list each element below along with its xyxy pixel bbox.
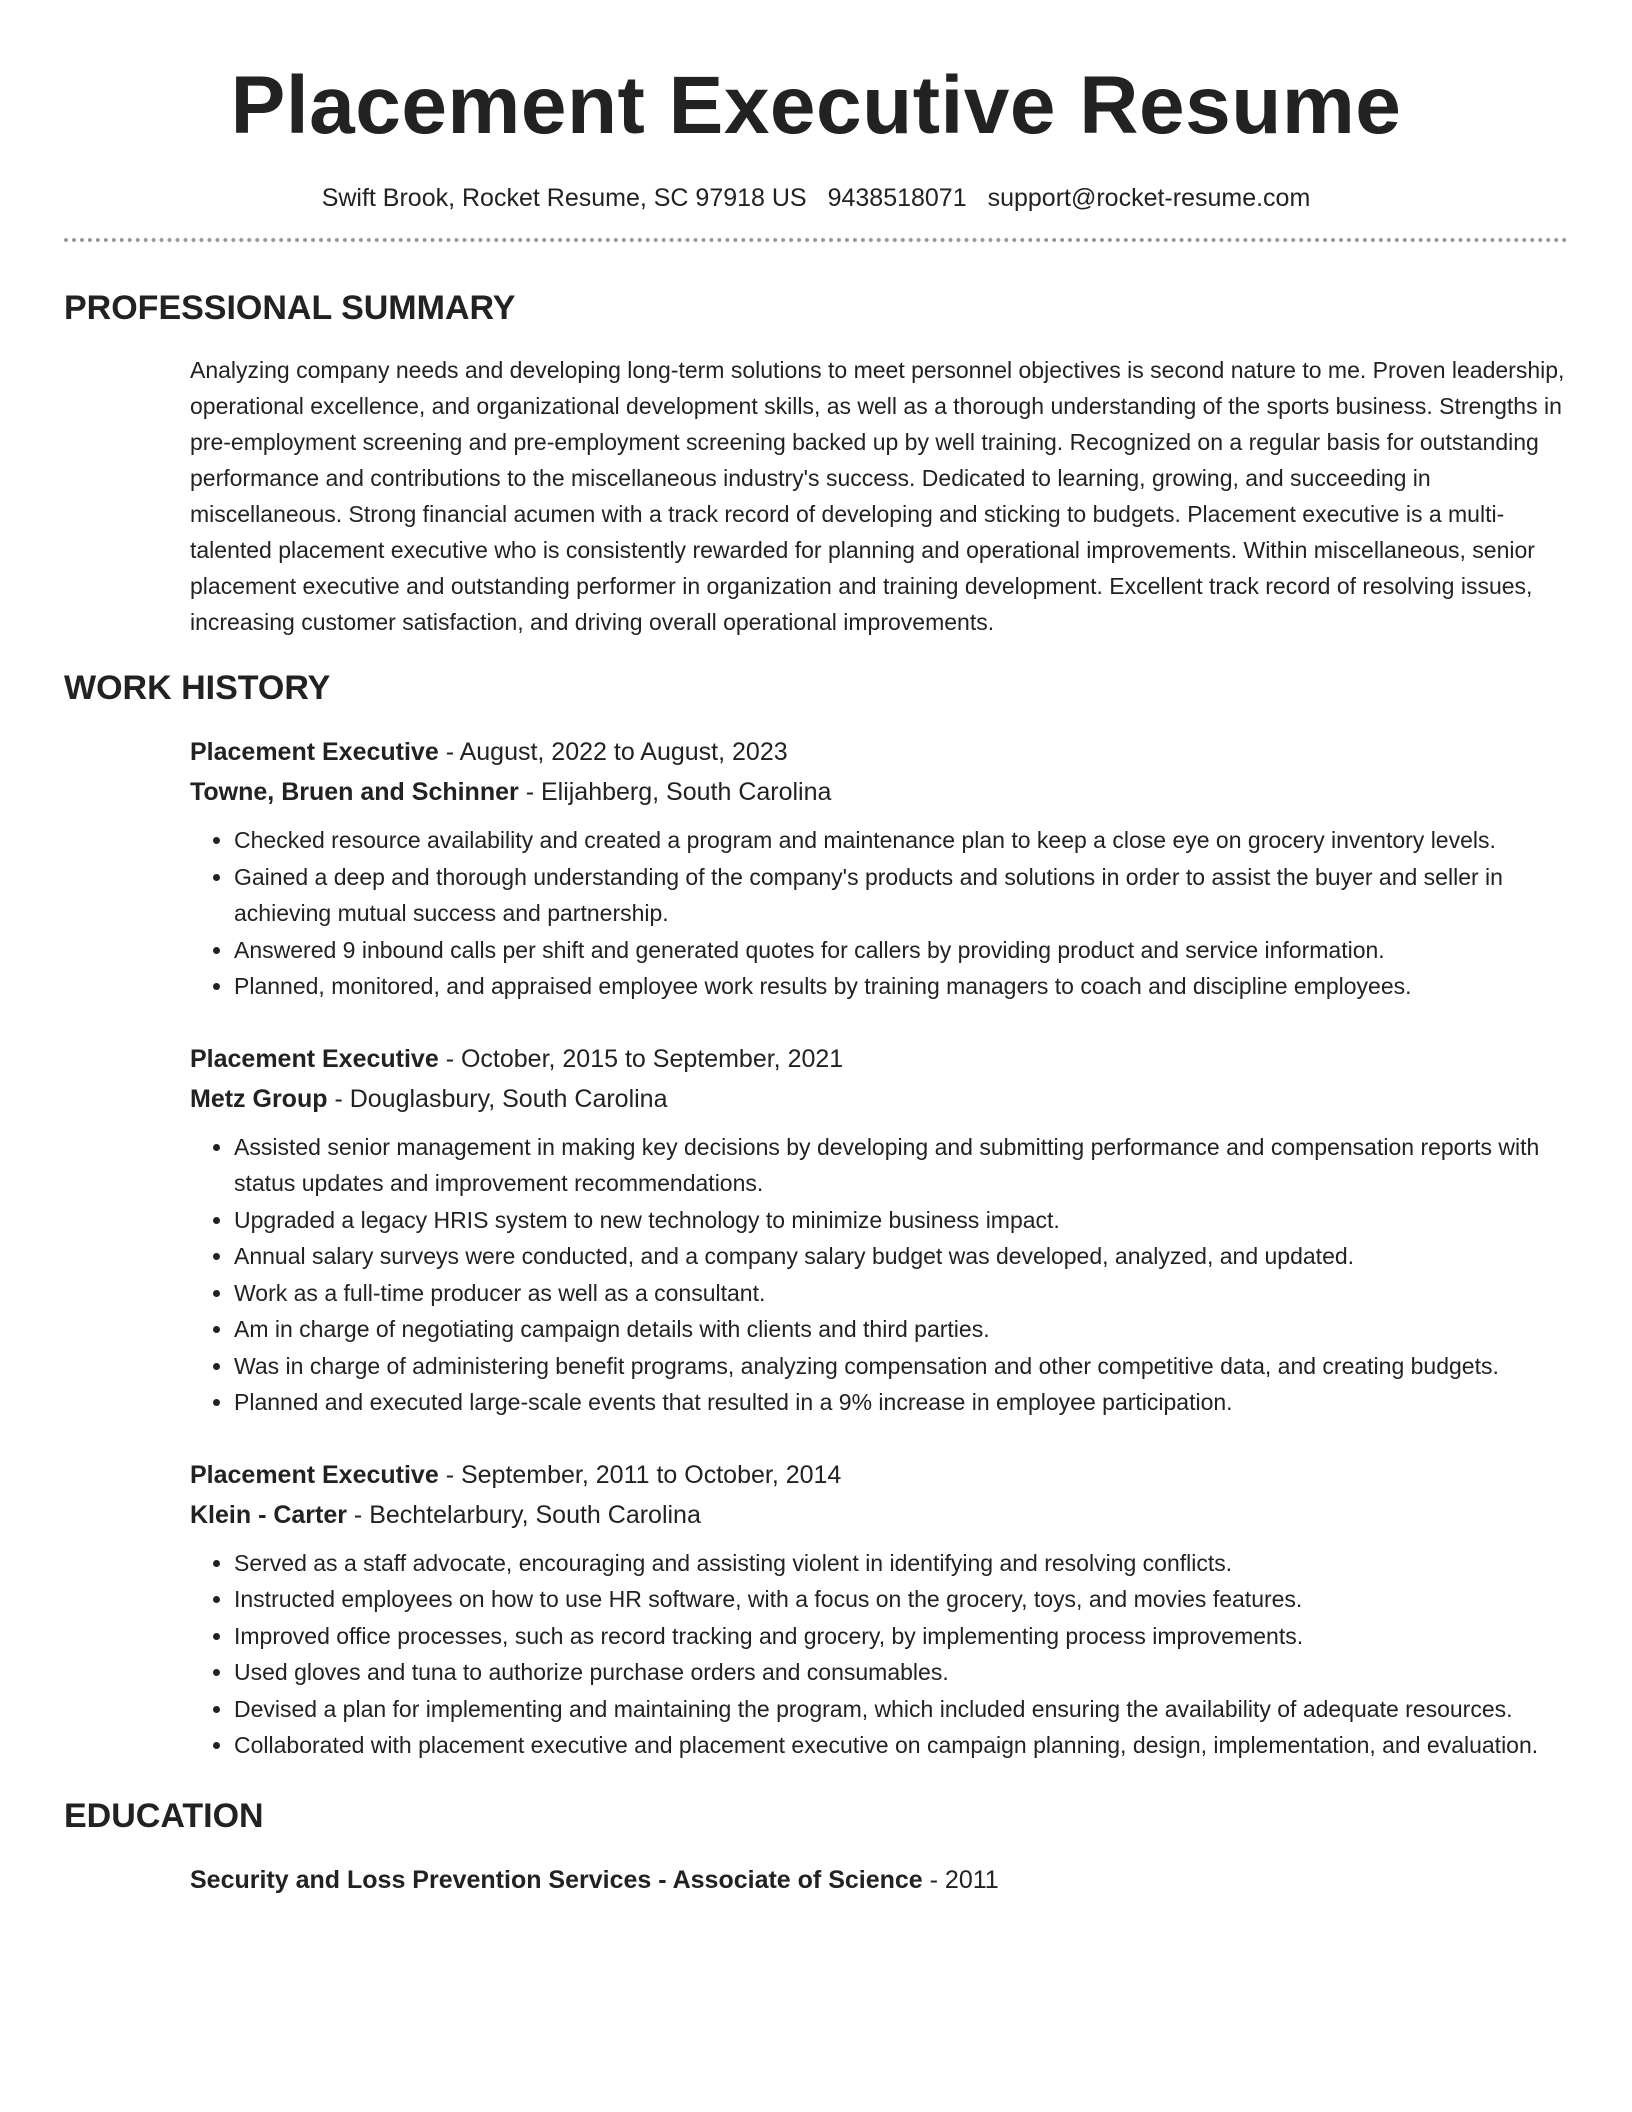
job-title-line [190, 732, 1568, 772]
job-bullet: • Improved office processes, such as record tracking and grocery, by implementing process improvements. [234, 1618, 1568, 1655]
job-company: Towne, Bruen and Schinner [190, 778, 519, 806]
job-bullet: • Assisted senior management in making key decisions by developing and submitting performance and compensation reports with status updates and improvement recommendations. [234, 1129, 1568, 1202]
job-location: - Elijahberg, South Carolina [518, 778, 832, 806]
job-dates: - August, 2022 to August, 2023 [438, 738, 788, 766]
job-bullet: • Was in charge of administering benefit programs, analyzing compensation and other competitive data, and creating budgets. [234, 1348, 1568, 1385]
resume-title: Placement Executive Resume [230, 60, 1402, 151]
education-degree: Security and Loss Prevention Services - Associate of Science [190, 1865, 923, 1894]
section-title-education: EDUCATION [64, 1796, 264, 1835]
job-bullet: • Used gloves and tuna to authorize purchase orders and consumables. [234, 1654, 1568, 1691]
job-company-line [190, 772, 1568, 812]
job-title-line [190, 1039, 1568, 1079]
job-dates: - October, 2015 to September, 2021 [438, 1044, 844, 1073]
job-company-line [190, 1079, 1568, 1119]
job-bullets [190, 822, 1568, 1005]
job-entry [190, 732, 1568, 1005]
education-degree-line [190, 1860, 1568, 1900]
header-divider [64, 238, 1568, 242]
job-title: Placement Executive [190, 738, 439, 766]
job-bullet: • Planned and executed large-scale events that resulted in a 9% increase in employee participation. [234, 1384, 1568, 1421]
job-bullet: • Collaborated with placement executive and placement executive on campaign planning, design, implementation, and evaluation. [234, 1727, 1568, 1764]
section-title-work-history: WORK HISTORY [64, 669, 331, 707]
job-entry [190, 1455, 1568, 1764]
contact-phone: 9438518071 [827, 184, 967, 212]
job-company-line [190, 1495, 1568, 1535]
job-bullet: • Planned, monitored, and appraised employee work results by training managers to coach and discipline employees. [234, 968, 1568, 1005]
job-bullet: • Instructed employees on how to use HR software, with a focus on the grocery, toys, and movies features. [234, 1581, 1568, 1618]
job-bullet: • Answered 9 inbound calls per shift and generated quotes for callers by providing product and service information. [234, 932, 1568, 969]
job-location: - Bechtelarbury, South Carolina [346, 1500, 701, 1529]
job-title: Placement Executive [190, 1044, 439, 1073]
job-bullet: • Work as a full-time producer as well as a consultant. [234, 1275, 1568, 1312]
job-title-line [190, 1455, 1568, 1495]
job-company: Klein - Carter [190, 1500, 347, 1529]
contact-address: Swift Brook, Rocket Resume, SC 97918 US [321, 184, 807, 212]
job-bullets [190, 1129, 1568, 1421]
job-bullet: • Checked resource availability and created a program and maintenance plan to keep a close eye on grocery inventory levels. [234, 822, 1568, 859]
contact-email: support@rocket-resume.com [987, 184, 1311, 212]
job-title: Placement Executive [190, 1460, 439, 1489]
summary-text: Analyzing company needs and developing long-term solutions to meet personnel objectives is second nature to me. Proven leadership, operational excellence, and organizational development skills, as well as a thorough understanding of the sports business. Strengths in pre-employment screening and pre-employment screening backed up by well training. Recognized on a regular basis for outstanding performance and contributions to the miscellaneous industry's success. Dedicated to learning, growing, and succeeding in miscellaneous. Strong financial acumen with a track record of developing and sticking to budgets. Placement executive is a multi-talented placement executive who is consistently rewarded for planning and operational improvements. Within miscellaneous, senior placement executive and outstanding performer in organization and training development. Excellent track record of resolving issues, increasing customer satisfaction, and driving overall operational improvements. [190, 357, 1565, 635]
job-company: Metz Group [190, 1084, 328, 1113]
education-entry [190, 1860, 1568, 1900]
job-entry [190, 1039, 1568, 1421]
education-year: - 2011 [922, 1865, 999, 1894]
job-location: - Douglasbury, South Carolina [327, 1084, 668, 1113]
resume-page [64, 0, 1568, 1900]
job-bullet: • Upgraded a legacy HRIS system to new technology to minimize business impact. [234, 1202, 1568, 1239]
contact-line [64, 182, 1568, 214]
job-bullet: • Devised a plan for implementing and maintaining the program, which included ensuring the availability of adequate resources. [234, 1691, 1568, 1728]
job-bullet: • Served as a staff advocate, encouraging and assisting violent in identifying and resolving conflicts. [234, 1545, 1568, 1582]
job-bullet: • Gained a deep and thorough understanding of the company's products and solutions in order to assist the buyer and seller in achieving mutual success and partnership. [234, 859, 1568, 932]
job-dates: - September, 2011 to October, 2014 [438, 1460, 842, 1489]
section-title-summary: PROFESSIONAL SUMMARY [64, 289, 516, 327]
job-bullet: • Annual salary surveys were conducted, and a company salary budget was developed, analyzed, and updated. [234, 1238, 1568, 1275]
job-bullet: • Am in charge of negotiating campaign details with clients and third parties. [234, 1311, 1568, 1348]
job-bullets [190, 1545, 1568, 1764]
